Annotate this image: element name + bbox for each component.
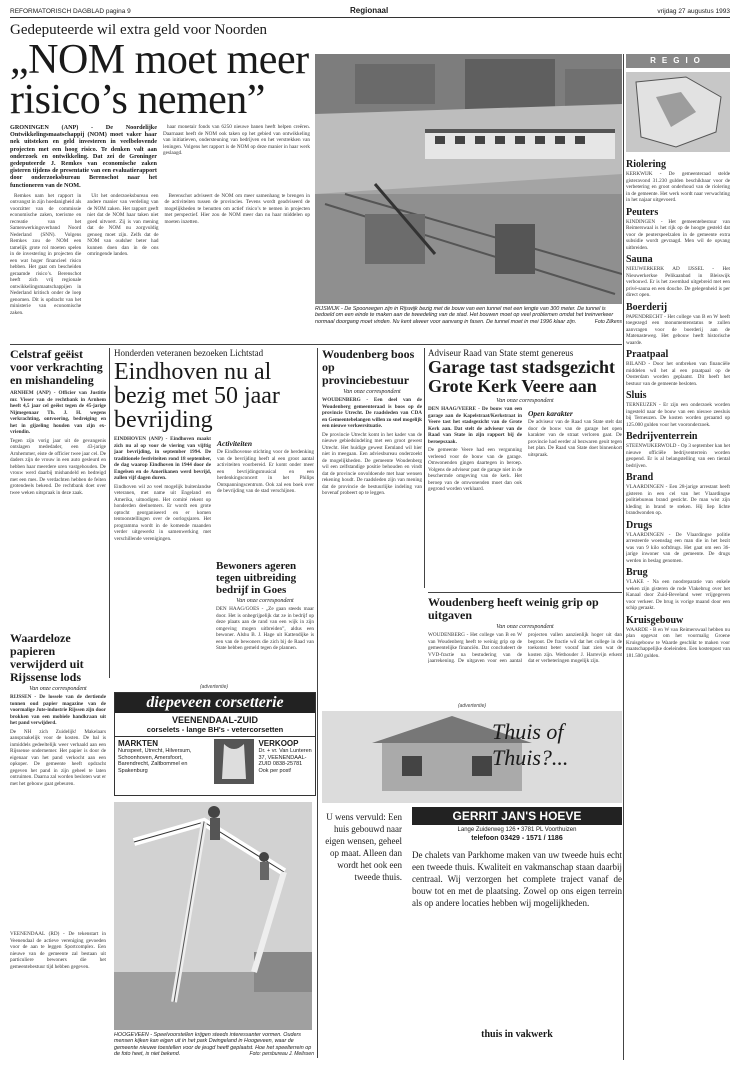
column-divider — [109, 348, 110, 678]
waardeloos-body: De NH zich Zuidelijk! Makelaars aanspraakelijk voor de kosten. De bal is inmiddels gedeeltelijk weer verhaald aan een Rijssense ondernemer. Het papier is door de eigenaar van het pand verkocht aan een opkoper. De gemeente heeft opdracht gegeven het pand in zijn geheel te laten ontruimen. Daarna zal worden besloten wat er met het gebouw gaat gebeuren. — [10, 728, 106, 787]
garage-article — [428, 348, 622, 588]
regio-item — [626, 349, 730, 387]
corset-icon — [214, 739, 254, 784]
regio-item — [626, 615, 730, 660]
ad-label: (advertentie) — [457, 703, 487, 709]
rijswijk-photo-caption: RIJSWIJK - De Spoorwegen zijn in Rijswijk bezig met de bouw van een tunnel met een lengte van 300 meter. De tunnel is bedoeld om een einde te maken aan de tweedeling van de stad. Het bouwen moet op veel problemen omdat het treinverkeer normaal doorgang moet vinden. Nu kent alweer voor aanvang in fasen. De tunnel moet in mei 1996 klaar zijn. Foto Zilkens — [315, 306, 622, 325]
column-divider — [317, 348, 318, 1058]
waardeloos-byline: Van onze correspondent — [29, 686, 87, 692]
issue-date: vrijdag 27 augustus 1993 — [657, 8, 730, 15]
bewoners-byline: Van onze correspondent — [236, 598, 294, 604]
main-story-headline: „NOM moet meer risico’s nemen” — [10, 37, 309, 123]
regio-item — [626, 254, 730, 299]
main-story-lead: GRONINGEN (ANP) - De Noordelijke Ontwikkelingsmaatschappij (NOM) moet vaker haar nek uitsteken en geld investeren in veelbelovende projecten met een hoog risico. Te denken valt aan onderzoek en ontwikkeling. Dat zei de Groninger gedeputeerde J. Remkes van economische zaken gisteren tijdens de presentatie van een evaluatierapport door onderzoeksbureau Berenschot naar het functioneren van de NOM. — [10, 124, 157, 189]
newspaper-page — [10, 6, 730, 1062]
main-story-col4: Berenschot adviseert de NOM om meer samenhang te brengen in de activiteiten tussen de provincies. Tevens wordt geadviseerd de mogelijkheden te benutten om actief risico’s te nemen in projecten met perspectief. Hier zou de NOM meer dan nu haar middelen op moeten inzetten. — [164, 192, 310, 225]
woudenberg-grip-body: WOUDENBERG - Het college van B en W van Woudenberg heeft te weinig grip op de gemeentelijke financiën. Dat concludeert de VVD-fractie na bestudering van de jaarrekening. De uitgaven voor een aantal projecten vallen aanzienlijk hoger uit dan begroot. De fractie wil dat het college in de toekomst beter vooraf laat zien wat de kosten zijn. Wethouder J. Harrevijn erkent dat er verbeteringen mogelijk zijn. — [428, 632, 622, 664]
corsetterie-city: VEENENDAAL-ZUID — [171, 715, 258, 725]
regio-item-text: KERKWIJK - De gemeenteraad stelde gisteravond 31.230 gulden beschikbaar voor de verbetering en groot onderhoud van de riolering in de gemeente. Het werk wordt naar verwachting in het najaar uitgevoerd. — [626, 171, 730, 203]
thuis-ad-right-text: De chalets van Parkhome maken van uw tweede huis echt een tweede thuis. Kwaliteit en vakmanschap staan daarbij centraal. Wij verzorgen het complete traject vanaf de bouw tot en met de plaatsing. Zowel op ons eigen terrein als op andere locaties hebben wij mogelijkheden. — [412, 850, 622, 908]
regio-item — [626, 302, 730, 347]
regio-item-text: VLAARDINGEN - Een 28-jarige arrestant heeft gisteren in een cel van het Vlaardingse politiebureau brand gesticht. De man wist zijn kleding in brand te steken. Hij liep lichte brandwonden op. — [626, 484, 730, 516]
section-title: Regionaal — [350, 6, 389, 15]
regio-item-heading: Peuters — [626, 206, 659, 218]
construction-photo-image — [315, 54, 622, 304]
regio-item-heading: Praatpaal — [626, 349, 669, 360]
page-header — [10, 6, 730, 18]
photo-credit: Foto: persbureau J. Meilssen — [249, 1051, 314, 1058]
bewoners-article — [216, 560, 314, 682]
main-story — [10, 22, 310, 322]
regio-item — [626, 472, 730, 517]
regio-item-heading: Bedrijventerrein — [626, 431, 698, 442]
main-story-kicker: Gedeputeerde wil extra geld voor Noorden — [10, 22, 267, 38]
regio-item-heading: Brug — [626, 567, 648, 578]
thuis-ad-footer: thuis in vakwerk — [481, 1029, 553, 1040]
regio-item — [626, 390, 730, 428]
woudenberg-boos-article — [322, 348, 422, 672]
waardeloos-headline: Waardeloze papieren verwijderd uit Rijssense lods — [10, 632, 84, 684]
garage-subhead: Open karakter — [528, 409, 573, 418]
regio-map-image — [626, 72, 730, 152]
regio-item — [626, 567, 730, 612]
markten-title: MARKTEN — [118, 739, 158, 748]
thuis-ad-headline: Thuis of Thuis?... — [492, 719, 569, 770]
eindhoven-lead: EINDHOVEN (ANP) - Eindhoven maakt zich nu al op voor de viering van vijftig jaar bevrijding, in september 1994. De traditionele festiviteiten rond 18 september, de dag waarop Eindhoven in 1944 door de Engelsen en de Amerikanen werd bevrijd, zullen vijf dagen duren. — [114, 436, 211, 481]
corsetterie-tagline: corselets - lange BH's - vetercorsetten — [115, 725, 315, 737]
thuis-ad-address: Lange Zuiderweg 126 • 3781 PL Voorthuizen — [457, 827, 577, 833]
column-divider — [424, 348, 425, 588]
thuis-ad-left-text: U wens vervuld: Een huis gebouwd naar eigen wensen, geheel op maat. Alleen dan wordt het ook een tweede thuis. — [325, 812, 402, 882]
verkoop-title: VERKOOP — [258, 739, 299, 748]
woudenberg-grip-headline: Woudenberg heeft weinig grip op uitgaven — [428, 596, 599, 622]
thuis-ad-phone: telefoon 03429 - 1571 / 1186 — [471, 835, 563, 842]
eindhoven-subhead: Activiteiten — [217, 439, 252, 448]
section-divider — [10, 344, 622, 345]
regio-item-text: NIEUWERKERK AD IJSSEL - Het Nieuwerkerkse Pelikaanbad in Bleiswijk verbouwd. Er is het zwembad uitgebreid met een privé-sauna en een douche. De gelegenheid is per direct open. — [626, 266, 730, 298]
woudenberg-boos-lead: WOUDENBERG - Een deel van de Woudenberg gemeenteraad is boos op de provincie Utrecht. De raadsleden van CDA en Gemeentebelangen willen zo snel mogelijk een nieuwe verkeersituatie. — [322, 397, 422, 429]
regio-item-heading: Brand — [626, 472, 654, 483]
woudenberg-boos-body: De provincie Utrecht komt in het kader van de nieuwe gebiedsindeling met een groot gewest Utrecht. Het huidige gewest Eemland wil hier niet in meegaan. Een adviesbureau onderzoekt de mogelijkheden. De gemeente Woudenberg wil een zelfstandige positie behouden en vindt dat de provincie onvoldoende met haar wensen rekening houdt. De raadsleden zijn van mening dat de provincie de bestuurlijke indeling van bovenaf probeert op te leggen. — [322, 431, 422, 496]
regio-item-heading: Riolering — [626, 159, 666, 170]
garage-byline: Van onze correspondent — [496, 398, 554, 404]
regio-column — [626, 54, 730, 1060]
regio-item-heading: Kruisgebouw — [626, 614, 684, 626]
corset-illustration — [214, 739, 254, 784]
regio-item-heading: Boerderij — [626, 301, 668, 313]
regio-item-text: WAARDE - B en W van Reimerswaal hebben nu plan opgevat om het voormalig Groene Kruisgebouw te Waarde geschikt te maken voor maatschappelijke doeleinden. Een kostenpost van 181.500 gulden. — [626, 626, 730, 659]
regio-item — [626, 431, 730, 469]
celstraf-lead: ARNHEM (ANP) - Officier van Justitie mr. Visser van de rechtbank in Arnhem heeft 4,5 jaar cel geëist tegen de 45-jarige Nijmegenaar Th. J. H. wegens verkrachting, ontvoering, bedreiging en het in gijzeling houden van zijn ex-vriendin. — [10, 390, 106, 435]
celstraf-article — [10, 348, 106, 628]
thuis-ad — [322, 711, 622, 1051]
main-story-col2: Uit het onderzoeksbureau een andere manier van verdeling van de NOM zaken. Het rapport geeft niet dat de NOM haar taken niet goed uitvoert. Zij is van mening dat de NOM nu zorgvuldig genoeg moet zijn. Zelfs dat de NOM van oudsher beter had kunnen doen dan in de ons omringende landen. — [87, 192, 159, 258]
playground-photo-image — [114, 802, 312, 1030]
main-story-col3: haar monetair fonds van 6250 nieuwe banen heeft helpen creëren. Daarnaast heeft de NOM ook taken op het gebied van ontwikkeling van initiatieven, ondersteuning van bedrijven en het verstrekken van leningen. Volgens het rapport is de NOM op deze manier in haar werk geslaagd. — [163, 124, 310, 156]
ad-label: (advertentie) — [199, 684, 229, 690]
photo-credit: Foto Zilkens — [594, 318, 622, 325]
veenendaal-brief: VEENENDAAL (RD) - De tekenstart in Veenendaal de actieve vereniging gevoeden voor de aan te leggen Sportcomplex. Een nieuwe van de gemeente zal bestaan uit particuliere bewoners die het gemeentebestuur tijd hebben gegeven. — [10, 931, 106, 970]
bewoners-headline: Bewoners ageren tegen uitbreiding bedrijf in Goes — [216, 560, 297, 596]
map-icon — [626, 72, 730, 152]
eindhoven-body: Eindhoven wil zo veel mogelijk buitenlandse veteranen, met name uit Engeland en Amerika, uitnodigen. Het comité rekent op honderden deelnemers. Er wordt een grote optocht georganiseerd en er komen tentoonstellingen over de oorlogsjaren. Het programma wordt in de komende maanden verder uitgewerkt in samenwerking met verschillende verenigingen. — [114, 483, 211, 542]
eindhoven-body2: De Eindhovense stichting voor de herdenking van de bevrijding heeft al een groot aantal activiteiten voorbereid. Er komt onder meer een bevrijdingsmusical en een herdenkingsconcert in het Philips Ontspanningscentrum. Ook zal een boek over de bevrijding van de stad verschijnen. — [217, 449, 314, 494]
garage-body2: De adviseur van de Raad van State stelt dat door de bouw van de garage het open karakter van de straat verloren gaat. De provincie had eerder al bezwaren geuit tegen het plan. De Raad van State doet binnenkort uitspraak. — [528, 419, 622, 458]
regio-item-text: VLAARDINGEN - De Vlaardingse politie arresteerde woensdag een man die in het bezit was van 9 kilo softdrugs. Het gaat om een 36-jarige inwoner van de gemeente. De drugs werden in beslag genomen. — [626, 531, 730, 564]
regio-item-heading: Sluis — [626, 390, 647, 401]
column-divider — [623, 54, 624, 1060]
corsetterie-ad — [114, 692, 316, 796]
rijswijk-construction-photo — [315, 54, 622, 304]
regio-header: REGIO — [626, 54, 730, 68]
regio-item — [626, 520, 730, 565]
garage-headline: Garage tast stadsgezicht Grote Kerk Veere aan — [428, 357, 615, 396]
eindhoven-article — [114, 348, 314, 556]
woudenberg-boos-byline: Van onze correspondent — [343, 389, 401, 395]
regio-item-text: BILAND - Door het ontbreken van financiële middelen wil het al een praatpaal op de Oosterdam worden geplaatst. Dit heeft het bestuur van de gemeente besloten. — [626, 361, 730, 387]
woudenberg-grip-article — [428, 596, 622, 700]
woudenberg-grip-byline: Van onze correspondent — [496, 624, 554, 630]
waardeloos-article — [10, 632, 106, 922]
corsetterie-brand: diepeveen corsetterie — [115, 693, 315, 713]
regio-item — [626, 159, 730, 204]
woudenberg-boos-headline: Woudenberg boos op provinciebestuur — [322, 348, 415, 387]
section-divider — [428, 592, 622, 593]
regio-item-text: PAPENDRECHT - Het college van B en W heeft toegezegd een monumentenstatus te zullen aanvragen voor de boerderij aan de Matenasteweg. Het gebouw heeft historische waarde. — [626, 313, 730, 346]
celstraf-headline: Celstraf geëist voor verkrachting en mishandeling — [10, 348, 103, 387]
publication-name: REFORMATORISCH DAGBLAD pagina 9 — [10, 8, 131, 15]
hoogeveen-photo-caption: HOOGEVEEN - Speelvoorstellen krijgen steeds interessanter vormen. Ouders mensen kijken kan eigen uit in het park Dwingeland in Hoogeveen, waar de gemeente nieuwe toestellen voor de jeugd heeft geplaatst. Hoe het speelterrein op de foto heet, is niet bekend. Foto: persbureau J. Meilssen — [114, 1032, 314, 1058]
celstraf-body: Tegen zijn vorig jaar uit de gevangenis ontslagen mededader, een 43-jarige Arnhemmer, eiste de officier twee jaar cel. De daders zijn de vrouw in een auto gesleurd en hebben haar meerdere uren vastgehouden. De vrouw werd daarbij mishandeld en bedreigd met een mes. De verdachten hebben de feiten grotendeels bekend. De rechtbank doet over twee weken uitspraak in deze zaak. — [10, 437, 106, 496]
garage-body: De gemeente Veere had een vergunning verleend voor de bouw van de garage. Omwonenden gingen daartegen in beroep. Volgens de adviseur past de garage niet in de beschermde omgeving van de kerk. Het beroep van de omwonenden moet dan ook gegrond worden verklaard. — [428, 447, 522, 492]
waardeloos-lead: RIJSSEN - De lossele van de dertiende tonnen oud papier magazine van de voormalige Jute-industrie Rijssen zijn door brokken van een mobiele handkraan uit het pand verwijderd. — [10, 694, 106, 726]
eindhoven-kicker: Honderden veteranen bezoeken Lichtstad — [114, 348, 264, 358]
bewoners-body: DEN HAAG/GOES - „Ze gaan steeds maar door. Het is onbegrijpelijk dat ze in bedrijf op deze plaats aan de rand van een wijk in zijn omgeving mogen uitbreiden”, aldus een bewoner. Alshu B. J. Hage uit Kattendijke is een van de bewoners die zich bij de Raad van State hebben gemeld tegen de plannen. — [216, 606, 314, 651]
verkoop-text: Dr. + vr. Van Lunteren 37, VEENENDAAL-ZUID 0838-25781 Ook per post! — [258, 748, 312, 774]
regio-item-text: VLAKE - Na een noodreparatie van enkele weken zijn gisteren de rode Vlakebrug over het Kanaal door Zuid-Beveland weer vrijgegeven voor verkeer. De brug is vorige maand door een schip geraakt. — [626, 579, 730, 611]
garage-lead: DEN HAAG/VEERE - De bouw van een garage aan de Kapelstraat/Kerkstraat in Veere tast het stadsgezicht van de Grote Kerk aan. Dat stelt de adviseur van de Raad van State in zijn rapport bij de beroepszaak. — [428, 406, 522, 445]
main-story-col1: Remkes nam het rapport in ontvangst in zijn hoedanigheid als voorzitter van de commissie economische zaken, toerisme en recreatie van het Samenwerkingsverband Noord Nederland (SNN). Volgens Remkes zou de NOM een tamelijk grote rol moeten spelen in de investering in projecten die een wat hoger financieel risico hebben. Het gaat om bescheiden geraamde risico’s. Berenschot heeft zich vrij regionale ontwikkelingsmaatschappijen in Nederland kritisch onder de loep genomen. Dit is opdracht van het ministerie van economische zaken. — [10, 192, 82, 316]
regio-item-text: KINDINGEN - Het gemeentebestuur van Reimerswaal is het rijk op de hoogte gesteld dat voor de peuterspeelzalen in de gemeente extra subsidie wordt gevraagd. Men wil de opvang uitbreiden. — [626, 218, 730, 251]
thuis-ad-company: GERRIT JAN'S HOEVE — [412, 807, 622, 825]
regio-item-heading: Drugs — [626, 519, 653, 531]
markten-text: Nunspeet, Utrecht, Hilversum, Schoonhoven, Amersfoort, Barendrecht, Zaltbommel en Spakenburg — [118, 748, 192, 774]
regio-item-heading: Sauna — [626, 254, 653, 265]
regio-list — [626, 156, 730, 659]
hoogeveen-playground-photo — [114, 802, 312, 1030]
eindhoven-headline: Eindhoven nu al bezig met 50 jaar bevrijding — [114, 359, 280, 433]
regio-item — [626, 207, 730, 252]
regio-item-text: STEENWIJKERWOLD - Op 3 september kan het nieuwe officiële bedrijventerrein worden geopend. Er is al belangstelling van een tiental bedrijven. — [626, 443, 730, 469]
garage-kicker: Adviseur Raad van State stemt genereus — [428, 348, 574, 358]
regio-item-text: TERNEUZEN - Er zijn een onderzoek worden ingesteld naar de bouw van een nieuwe zeesluis bij Terneuzen. De kosten worden geraamd op 125.000 gulden voor het vooronderzoek. — [626, 402, 730, 428]
